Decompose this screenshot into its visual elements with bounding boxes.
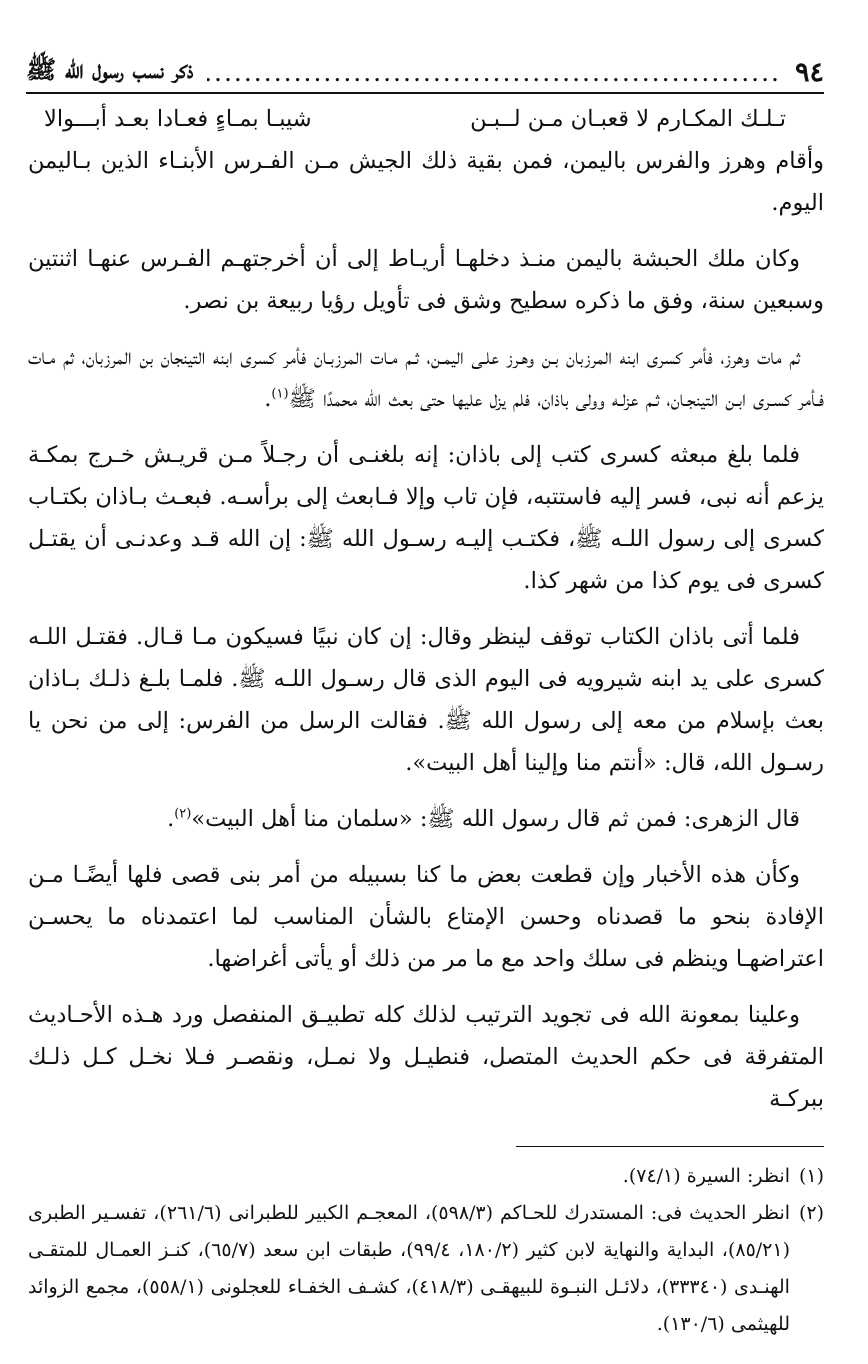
main-text	[28, 98, 824, 1134]
running-header	[26, 52, 824, 94]
footnote-text: انظر: السيرة (٧٤/١).	[622, 1165, 790, 1187]
paragraph-6: قال الزهرى: فمن ثم قال رسول الله ﷺ: «سلمان منا أهل البيت»$^{(٢)}$.	[167, 806, 800, 832]
chapter-title: ذكر نسب رسول الله ﷺ	[26, 54, 194, 84]
paragraph-1: وأقام وهرز والفرس باليمن، فمن بقية ذلك الجيش مـن الفـرس الأبنـاء الذين بـاليمن اليوم.	[28, 148, 824, 216]
verse-left-hemistich: شيبـا بمـاءٍ فعـادا بعـد أبـــوالا	[44, 106, 312, 132]
paragraph-7: وكأن هذه الأخبار وإن قطعت بعض ما كنا بسبيله من أمر بنى قصى فلها أيضًـا مـن الإفادة بنحو ما قصدناه وحسن الإمتاع بالشأن المناسب لما اعتمدناه ما يحسـن اعتراضهـا وينظم فى سلك واحد مع ما مر من ذلك أو يأتى أغراضها.	[28, 862, 824, 972]
paragraph-5: فلما أتى باذان الكتاب توقف لينظر وقال: إن كان نبيًا فسيكون مـا قـال. فقتـل اللـه كسرى على يد ابنه شيرويه فى اليوم الذى قال رسـول اللـه ﷺ. فلمـا بلـغ ذلـك بـاذان بعث بإسلام من معه إلى رسول الله ﷺ. فقالت الرسل من الفرس: إلى من نحن يا رسـول الله، قال: «أنتم منا وإلينا أهل البيت».	[28, 624, 824, 776]
page-number: ٩٤	[794, 56, 824, 88]
footnote-ref-2: (٢)	[174, 806, 192, 822]
header-leader-dots	[207, 58, 781, 87]
footnote-text: انظر الحديث فى: المستدرك للحـاكم (٥٩٨/٣)، المعجـم الكبير للطبرانى (٢٦١/٦)، تفسـير الطبرى (٨٥/٢١)، البداية والنهاية لابن كثير (١٨٠/٢، ٩٩/٤)، طبقات ابن سعد (٦٥/٧)، كنـز العمـال للمتقـى الهنـدى (٣٣٣٤٠)، دلائـل النبـوة للبيهقـى (٤١٨/٣)، كشـف الخفـاء للعجلونى (٥٥٨/١)، مجمع الزوائد للهيثمى (١٣٠/٦).	[28, 1202, 791, 1335]
poem-verse	[28, 98, 824, 140]
footnote-1	[28, 1158, 824, 1195]
footnote-2	[28, 1195, 824, 1343]
paragraph-3-text: ثم مات وهرز، فأمر كسرى ابنه المرزبان بـن وهـرز علـى اليمـن، ثـم مـات المرزبـان فأمر كسرى ابنه التينجان بن المرزبان، ثم مـات فـأمر كسـرى ابـن التينجـان، ثـم عزلـه وولى باذان، فلم يزل عليها حتى بعث الله محمدًا ﷺ	[28, 344, 824, 412]
paragraph-6-text: قال الزهرى: فمن ثم قال رسول الله ﷺ: «سلمان منا أهل البيت»	[191, 806, 800, 832]
verse-right-hemistich: تـلـك المكـارم لا قعبـان مـن لــبـن	[470, 106, 786, 132]
paragraph-2: وكان ملك الحبشة باليمن منـذ دخلهـا أريـاط إلى أن أخرجتهـم الفـرس عنهـا اثنتين وسبعين سنة، وفق ما ذكره سطيح وشق فى تأويل رؤيا ربيعة بن نصر.	[28, 246, 824, 314]
paragraph-3: ثم مات وهرز، فأمر كسرى ابنه المرزبان بـن وهـرز علـى اليمـن، ثـم مـات المرزبـان فأمر كسرى ابنه التينجان بن المرزبان، ثم مـات فـأمر كسـرى ابـن التينجـان، ثـم عزلـه وولى باذان، فلم يزل عليها حتى بعث الله محمدًا ﷺ$^{(١)}$.	[28, 344, 824, 412]
footnote-number: (١)	[798, 1165, 824, 1187]
footnote-ref-1: (١)	[271, 386, 289, 402]
footnote-separator	[516, 1146, 824, 1147]
paragraph-8: وعلينا بمعونة الله فى تجويد الترتيب لذلك كله تطبيـق المنفصل ورد هـذه الأحـاديث المتفرقة فى حكم الحديث المتصل، فنطيـل ولا نمـل، ونقصـر فـلا نخـل كـل ذلـك ببركـة	[28, 1002, 824, 1112]
footnote-number: (٢)	[798, 1202, 824, 1224]
footnotes	[28, 1158, 824, 1343]
paragraph-4: فلما بلغ مبعثه كسرى كتب إلى باذان: إنه بلغنـى أن رجـلاً مـن قريـش خـرج بمكـة يزعم أنه نبى، فسر إليه فاستتبه، فإن تاب وإلا فـابعث إلى برأسـه. فبعـث بـاذان بكتـاب كسرى إلى رسول اللـه ﷺ، فكتـب إليـه رسـول الله ﷺ: إن الله قـد وعدنـى أن يقتـل كسرى فى يوم كذا من شهر كذا.	[28, 442, 824, 594]
